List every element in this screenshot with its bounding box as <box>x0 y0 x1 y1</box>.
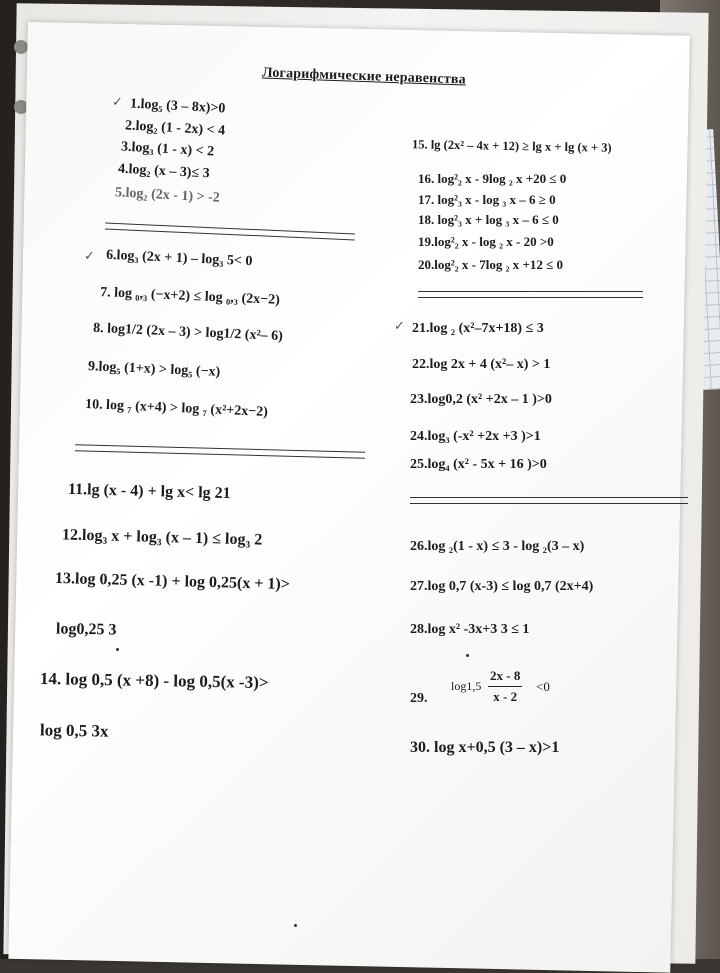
problem-29-rhs: <0 <box>536 679 550 694</box>
divider-line <box>410 497 688 504</box>
problem-12: 12.log₃ x + log₃ (x – 1) ≤ log₃ 2 <box>61 526 263 549</box>
problem-24: 24.log₃ (-x² +2x +3 )>1 <box>410 429 541 444</box>
problem-19: 19.log²₂ x - log ₂ x - 20 >0 <box>418 234 554 249</box>
problem-27: 27.log 0,7 (x-3) ≤ log 0,7 (2x+4) <box>410 579 594 594</box>
problem-29-fraction <box>488 668 522 705</box>
problem-13: 13.log 0,25 (x -1) + log 0,25(x + 1)> <box>54 569 291 594</box>
problem-21: 21.log ₂ (x²–7x+18) ≤ 3 <box>412 321 544 336</box>
problem-26: 26.log ₂(1 - x) ≤ 3 - log ₂(3 – x) <box>410 539 585 554</box>
divider-line <box>75 444 365 459</box>
page-title: Логарифмические неравенства <box>261 65 467 88</box>
check-mark-icon: ✓ <box>84 248 95 263</box>
problem-17: 17. log²₃ x - log ₃ x – 6 ≥ 0 <box>418 192 556 207</box>
problem-8: 8. log1/2 (2x – 3) > log1/2 (x²– 6) <box>92 320 284 345</box>
fraction-denominator: x - 2 <box>493 689 518 704</box>
problem-10: 10. log ₇ (x+4) > log ₇ (x²+2x−2) <box>84 397 269 420</box>
check-mark-icon: ✓ <box>394 318 405 333</box>
ink-dot <box>116 648 119 651</box>
problem-3: 3.log₃ (1 - x) < 2 <box>120 139 215 160</box>
problem-7: 7. log ₀,₃ (−x+2) ≤ log ₀,₃ (2x−2) <box>99 285 281 308</box>
fraction-numerator: 2x - 8 <box>488 668 522 687</box>
problem-11: 11.lg (x - 4) + lg x< lg 21 <box>67 480 231 503</box>
problem-16: 16. log²₂ x - 9log ₂ x +20 ≤ 0 <box>418 171 567 186</box>
problem-23: 23.log0,2 (x² +2x – 1 )>0 <box>410 392 552 407</box>
check-mark-icon: ✓ <box>112 94 123 109</box>
problem-4: 4.log₂ (x – 3)≤ 3 <box>117 161 210 182</box>
problem-14-rhs: log 0,5 3x <box>39 720 109 741</box>
problem-5: 5.log₂ (2x - 1) > -2 <box>114 185 221 206</box>
problem-13-rhs: log0,25 3 <box>55 620 117 639</box>
problem-9: 9.log₅ (1+x) > log₅ (−x) <box>87 359 221 380</box>
problem-29-number: 29. <box>410 691 428 706</box>
problem-29-log: log1,5 <box>451 679 482 693</box>
problem-2: 2.log₂ (1 - 2x) < 4 <box>124 118 226 139</box>
problem-1: 1.log₅ (3 – 8x)>0 <box>129 96 226 117</box>
divider-line <box>418 291 643 298</box>
ink-dot <box>294 924 297 927</box>
problem-15: 15. lg (2x² – 4x + 12) ≥ lg x + lg (x + 3) <box>411 137 612 155</box>
problem-22: 22.log 2x + 4 (x²– x) > 1 <box>412 357 551 372</box>
divider-line <box>105 223 355 241</box>
problem-14: 14. log 0,5 (x +8) - log 0,5(x -3)> <box>39 669 269 692</box>
problem-28: 28.log x² -3x+3 3 ≤ 1 <box>410 622 530 637</box>
problem-18: 18. log²₃ x + log ₃ x – 6 ≤ 0 <box>418 212 559 227</box>
problem-25: 25.log₄ (x² - 5x + 16 )>0 <box>410 457 547 472</box>
ink-dot <box>466 654 469 657</box>
problem-20: 20.log²₂ x - 7log ₂ x +12 ≤ 0 <box>418 257 564 272</box>
problem-6: 6.log₃ (2x + 1) – log₃ 5< 0 <box>105 247 253 270</box>
problem-30: 30. log x+0,5 (3 – x)>1 <box>410 739 560 756</box>
